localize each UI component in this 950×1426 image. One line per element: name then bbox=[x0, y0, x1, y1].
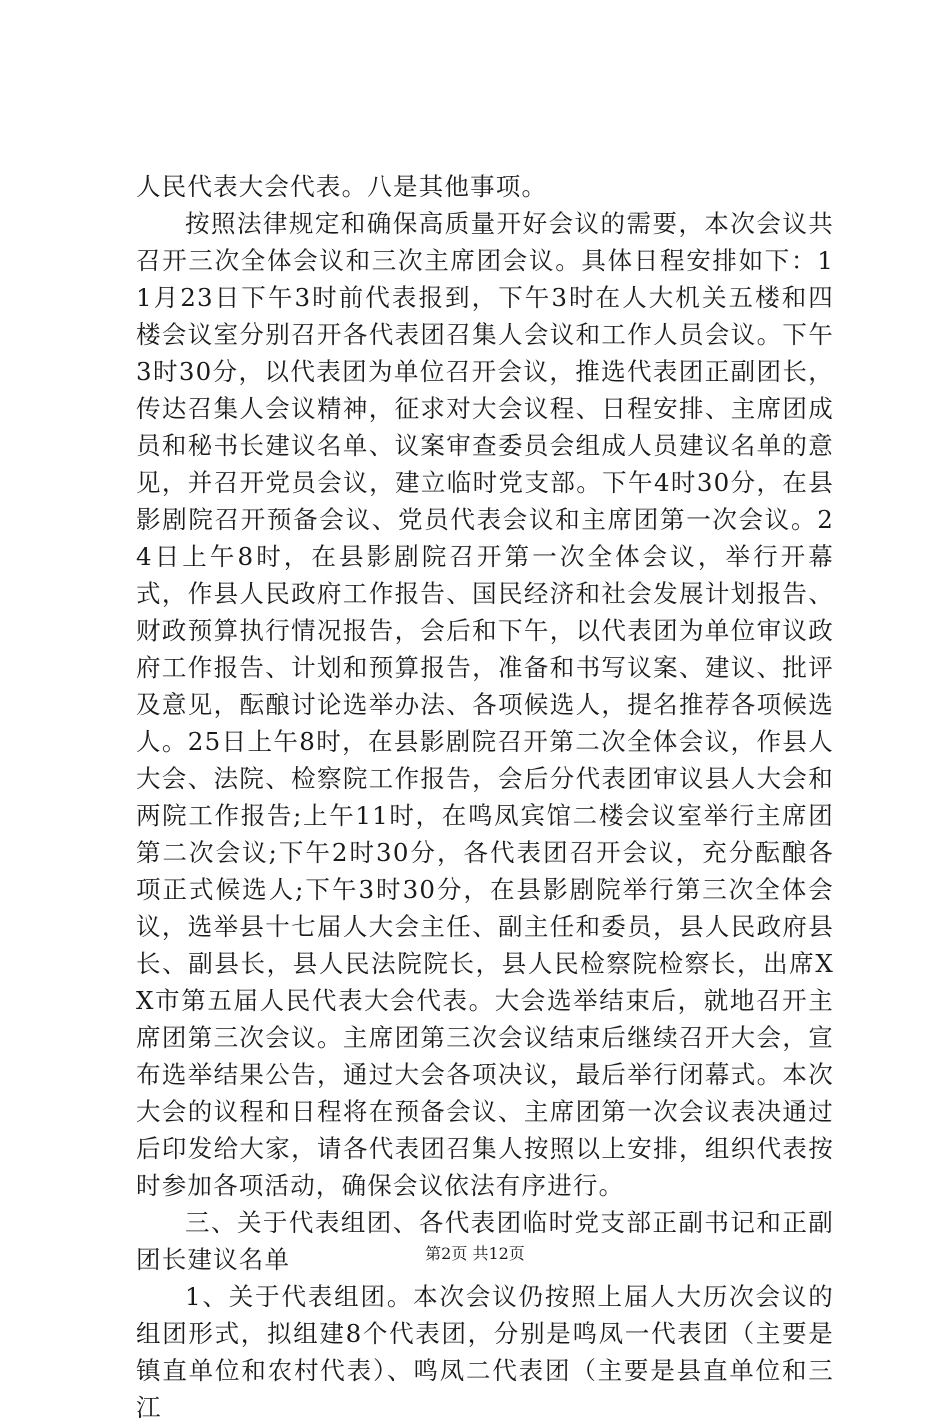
section-heading-three: 三、关于代表组团、各代表团临时党支部正副书记和正副团长建议名单 bbox=[136, 1208, 834, 1274]
paragraph-continuation: 人民代表大会代表。八是其他事项。 bbox=[136, 172, 548, 201]
page-number-footer: 第2页 共12页 bbox=[425, 1244, 525, 1263]
paragraph-schedule: 按照法律规定和确保高质量开好会议的需要，本次会议共召开三次全体会议和三次主席团会议。具体日程安排如下：11月23日下午3时前代表报到，下午3时在人大机关五楼和四楼会议室分别召开各代表团召集人会议和工作人员会议。下午3时30分，以代表团为单位召开会议，推选代表团正副团长，传达召集人会议精神，征求对大会议程、日程安排、主席团成员和秘书长建议名单、议案审查委员会组成人员建议名单的意见，并召开党员会议，建立临时党支部。下午4时30分，在县影剧院召开预备会议、党员代表会议和主席团第一次会议。24日上午8时，在县影剧院召开第一次全体会议，举行开幕式，作县人民政府工作报告、国民经济和社会发展计划报告、财政预算执行情况报告，会后和下午，以代表团为单位审议政府工作报告、计划和预算报告，准备和书写议案、建议、批评及意见，酝酿讨论选举办法、各项候选人，提名推荐各项候选人。25日上午8时，在县影剧院召开第二次全体会议，作县人大会、法院、检察院工作报告，会后分代表团审议县人大会和两院工作报告;上午11时，在鸣凤宾馆二楼会议室举行主席团第二次会议;下午2时30分，各代表团召开会议，充分酝酿各项正式候选人;下午3时30分，在县影剧院举行第三次全体会议，选举县十七届人大会主任、副主任和委员，县人民政府县长、副县长，县人民法院院长，县人民检察院检察长，出席XX市第五届人民代表大会代表。大会选举结束后，就地召开主席团第三次会议。主席团第三次会议结束后继续召开大会，宣布选举结果公告，通过大会各项决议，最后举行闭幕式。本次大会的议程和日程将在预备会议、主席团第一次会议表决通过后印发给大家，请各代表团召集人按照以上安排，组织代表按时参加各项活动，确保会议依法有序进行。 bbox=[136, 209, 834, 1200]
paragraph-delegation-grouping: 1、关于代表组团。本次会议仍按照上届人大历次会议的组团形式，拟组建8个代表团，分别是鸣凤一代表团（主要是镇直单位和农村代表）、鸣凤二代表团（主要是县直单位和三江 bbox=[136, 1282, 834, 1422]
document-body bbox=[136, 168, 834, 1426]
